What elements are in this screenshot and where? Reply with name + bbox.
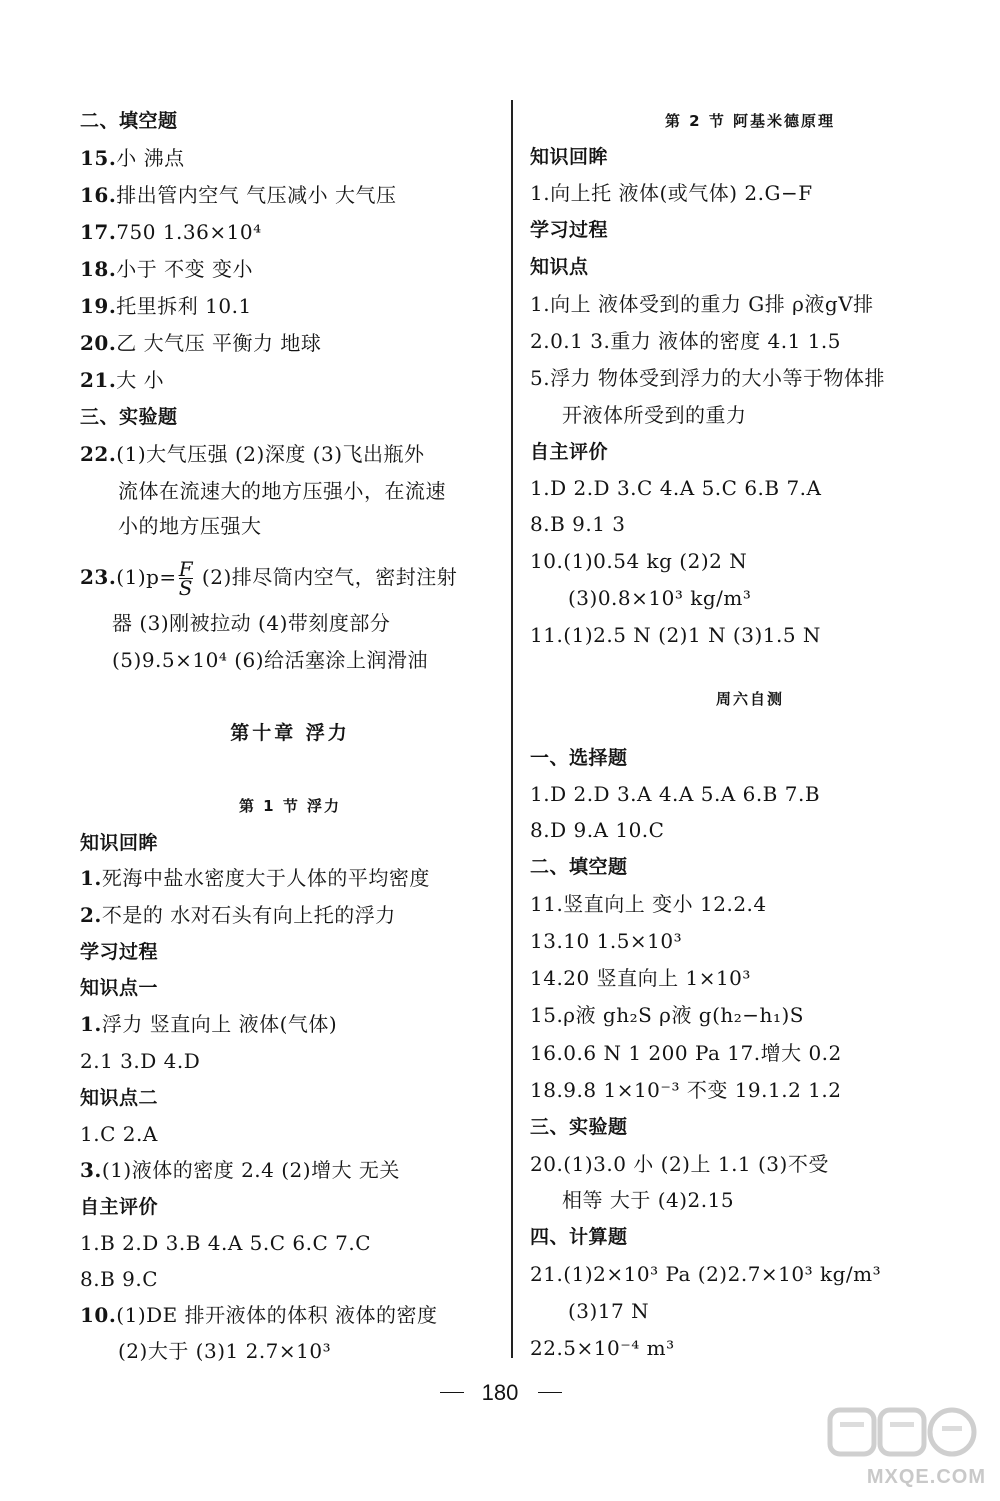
answer-22-line3: 小的地方压强大 [118, 514, 262, 538]
fill-answer-15: 15.ρ液 gh₂S ρ液 g(h₂−h₁)S [530, 1003, 804, 1027]
kp-answer-5-line2: 开液体所受到的重力 [562, 403, 747, 427]
section-1-title: 第 1 节 浮力 [238, 797, 342, 815]
fill-blank-heading: 二、填空题 [530, 856, 628, 878]
answer-text: (1)大气压强 (2)深度 (3)飞出瓶外 [116, 442, 425, 466]
q-number: 10. [80, 1303, 117, 1327]
calculation-heading: 四、计算题 [530, 1226, 628, 1248]
exp-answer-20-line2: 相等 大于 (4)2.15 [562, 1188, 735, 1212]
section-2-title: 第 2 节 阿基米德原理 [664, 112, 836, 130]
answer-text: 浮力 竖直向上 液体(气体) [101, 1012, 338, 1036]
experiment-heading: 三、实验题 [530, 1116, 628, 1138]
pressure-fraction [178, 557, 194, 600]
process-heading: 学习过程 [80, 941, 159, 963]
answer-text: 不是的 水对石头有向上托的浮力 [101, 903, 396, 927]
weekend-test-title: 周六自测 [715, 690, 784, 708]
kp1-answers-2-4: 2.1 3.D 4.D [80, 1049, 201, 1073]
answer-18 [80, 256, 253, 282]
eval-answers-8-9: 8.B 9.C [80, 1267, 159, 1291]
answer-text: 大 小 [116, 368, 165, 392]
page-number-dash-right [538, 1392, 562, 1393]
answer-22-line2: 流体在流速大的地方压强小，在流速 [118, 479, 446, 503]
q-number: 22. [80, 442, 117, 466]
answer-21 [80, 367, 164, 393]
choice-answers-8-10: 8.D 9.A 10.C [530, 818, 665, 842]
knowledge-point-heading: 知识点 [530, 256, 589, 278]
column-divider [511, 100, 513, 1358]
kp-answers-2-4: 2.0.1 3.重力 液体的密度 4.1 1.5 [530, 329, 842, 353]
review-heading: 知识回眸 [80, 832, 159, 854]
q-number: 17. [80, 220, 117, 244]
process-heading: 学习过程 [530, 219, 609, 241]
chapter-title: 第十章 浮力 [230, 722, 350, 744]
q-number: 15. [80, 146, 117, 170]
answer-22-line1 [80, 441, 425, 467]
q-number: 23. [80, 565, 117, 589]
fill-answer-14: 14.20 竖直向上 1×10³ [530, 966, 751, 990]
answer-15 [80, 145, 185, 171]
answer-23-line3: (5)9.5×10⁴ (6)给活塞涂上润滑油 [112, 648, 429, 672]
choice-heading: 一、选择题 [530, 747, 628, 769]
fraction-numerator: F [178, 557, 194, 581]
kp-answer-1: 1.向上 液体受到的重力 G排 ρ液gV排 [530, 292, 874, 316]
q-number: 16. [80, 183, 117, 207]
answer-text: 死海中盐水密度大于人体的平均密度 [101, 866, 430, 890]
self-eval-heading: 自主评价 [80, 1196, 159, 1218]
fill-blank-heading: 二、填空题 [80, 110, 178, 132]
answer-20 [80, 330, 321, 356]
answer-text: (1)DE 排开液体的体积 液体的密度 [116, 1303, 438, 1327]
answer-text: (2)排尽筒内空气，密封注射 [195, 565, 458, 589]
watermark-text: MXQE.COM [866, 1466, 986, 1488]
eval-answer-11: 11.(1)2.5 N (2)1 N (3)1.5 N [530, 623, 821, 647]
q-number: 21. [80, 368, 117, 392]
eval-answer-10-line1 [80, 1302, 437, 1328]
eval-answers-8-9: 8.B 9.1 3 [530, 512, 626, 536]
review-answers: 1.向上托 液体(或气体) 2.G−F [530, 181, 813, 205]
answer-23-line1 [80, 557, 458, 600]
answer-text: 750 1.36×10⁴ [116, 220, 262, 244]
exp-answer-20-line1: 20.(1)3.0 小 (2)上 1.1 (3)不受 [530, 1152, 829, 1176]
answer-23-line2: 器 (3)刚被拉动 (4)带刻度部分 [112, 611, 391, 635]
answer-text: (1)液体的密度 2.4 (2)增大 无关 [101, 1158, 400, 1182]
kp2-answers-1-2: 1.C 2.A [80, 1122, 158, 1146]
eval-answer-10-line1: 10.(1)0.54 kg (2)2 N [530, 549, 748, 573]
eval-answer-10-line2: (3)0.8×10³ kg/m³ [568, 586, 752, 610]
review-1 [80, 865, 430, 891]
eval-answer-10-line2: (2)大于 (3)1 2.7×10³ [118, 1339, 332, 1363]
review-heading: 知识回眸 [530, 146, 609, 168]
answer-text: 乙 大气压 平衡力 地球 [116, 331, 322, 355]
q-number: 20. [80, 331, 117, 355]
calc-answer-22: 22.5×10⁻⁴ m³ [530, 1336, 675, 1360]
answer-text: 小于 不变 变小 [116, 257, 254, 281]
fill-answer-13: 13.10 1.5×10³ [530, 929, 683, 953]
choice-answers-1-7: 1.D 2.D 3.A 4.A 5.A 6.B 7.B [530, 782, 821, 806]
self-eval-heading: 自主评价 [530, 441, 609, 463]
fill-answers-18-19: 18.9.8 1×10⁻³ 不变 19.1.2 1.2 [530, 1078, 842, 1102]
kp2-answer-3 [80, 1157, 400, 1183]
kp-answer-5-line1: 5.浮力 物体受到浮力的大小等于物体排 [530, 366, 885, 390]
q-number: 19. [80, 294, 117, 318]
knowledge-point-1-heading: 知识点一 [80, 977, 159, 999]
answer-text: 排出管内空气 气压减小 大气压 [116, 183, 397, 207]
review-2 [80, 902, 396, 928]
q-number: 1. [80, 866, 102, 890]
experiment-heading: 三、实验题 [80, 406, 178, 428]
answer-17 [80, 219, 262, 245]
answer-19 [80, 293, 252, 319]
fill-answers-16-17: 16.0.6 N 1 200 Pa 17.增大 0.2 [530, 1041, 842, 1065]
page-number: 180 [481, 1380, 519, 1405]
answer-text: 托里拆利 10.1 [116, 294, 252, 318]
eval-answers-1-7: 1.B 2.D 3.B 4.A 5.C 6.C 7.C [80, 1231, 371, 1255]
answer-16 [80, 182, 397, 208]
q-number: 2. [80, 903, 102, 927]
q-number: 18. [80, 257, 117, 281]
eval-answers-1-7: 1.D 2.D 3.C 4.A 5.C 6.B 7.A [530, 476, 822, 500]
calc-answer-21-line2: (3)17 N [568, 1299, 650, 1323]
fraction-denominator: S [178, 576, 193, 600]
q-number: 3. [80, 1158, 102, 1182]
fill-answers-11-12: 11.竖直向上 变小 12.2.4 [530, 892, 767, 916]
answer-text: (1)p= [116, 565, 177, 589]
kp1-answer-1 [80, 1011, 337, 1037]
answer-text: 小 沸点 [116, 146, 185, 170]
calc-answer-21-line1: 21.(1)2×10³ Pa (2)2.7×10³ kg/m³ [530, 1262, 882, 1286]
knowledge-point-2-heading: 知识点二 [80, 1087, 159, 1109]
q-number: 1. [80, 1012, 102, 1036]
